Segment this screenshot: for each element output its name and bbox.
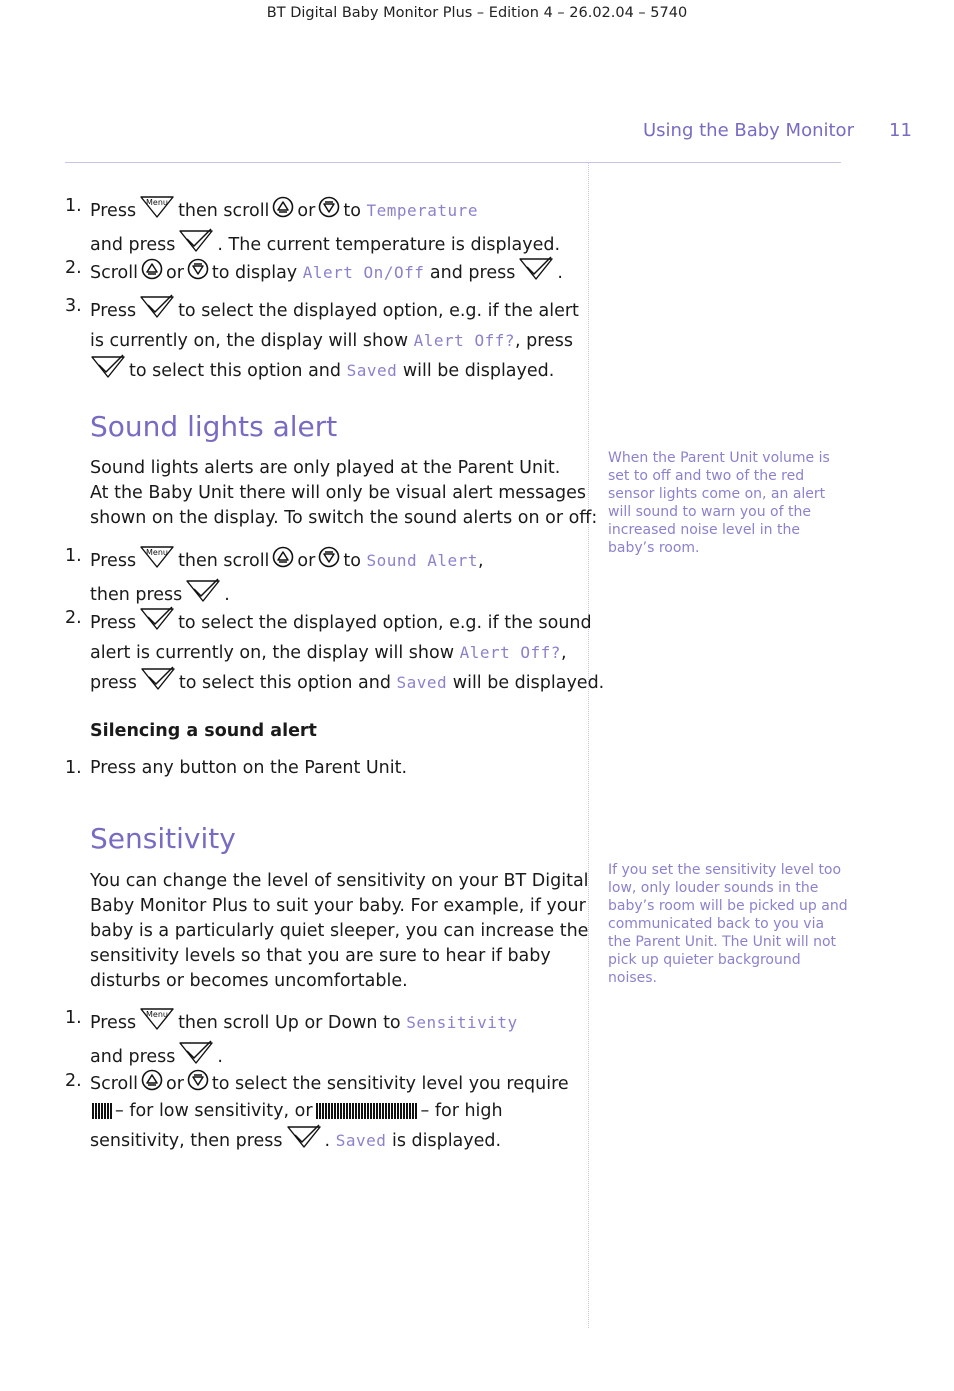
menu-button-icon — [139, 194, 175, 228]
sensitivity-step-1: Press Menu then scroll Up or Down to Sensitivity and press . — [90, 1006, 518, 1074]
scroll-down-icon — [187, 258, 209, 288]
ok-check-icon — [90, 354, 126, 388]
step-number: 1. — [65, 546, 82, 566]
lcd-text: Alert Off? — [459, 643, 561, 662]
ok-check-icon — [140, 666, 176, 700]
sound-intro: Sound lights alerts are only played at the Parent Unit. At the Baby Unit there will only be visual alert messages shown on the display. To switch the sound alerts on or off: — [90, 458, 598, 528]
svg-text:Menu: Menu — [146, 548, 169, 557]
menu-button-icon — [139, 544, 175, 578]
low-sensitivity-bars-icon — [92, 1103, 112, 1119]
svg-text:Menu: Menu — [146, 198, 169, 207]
step-number: 2. — [65, 1071, 82, 1091]
heading-sound-lights-alert: Sound lights alert — [90, 410, 338, 443]
subheading-silencing: Silencing a sound alert — [90, 721, 317, 741]
step-number: 2. — [65, 608, 82, 628]
side-note-sound: When the Parent Unit volume is set to off and two of the red sensor lights come on, an alert will sound to warn you of the increased noise level in the baby’s room. — [608, 450, 830, 556]
page-number: 11 — [889, 120, 912, 141]
svg-text:Menu: Menu — [146, 1010, 169, 1019]
scroll-up-icon — [141, 1069, 163, 1099]
scroll-down-icon — [318, 196, 340, 226]
high-sensitivity-bars-icon — [316, 1103, 418, 1119]
sound-step-1: Press Menu then scroll or to Sound Alert, then press . — [90, 544, 484, 612]
silence-step-1: Press any button on the Parent Unit. — [90, 758, 408, 778]
temperature-step-3: Press to select the displayed option, e.g. if the alert is currently on, the display will show Alert Off?, press to select this option and Saved will be displayed. — [90, 294, 579, 388]
sensitivity-step-2: Scroll or to select the sensitivity level you require – for low sensitivity, or – for high sensitivity, then press . Saved is displayed. — [90, 1069, 569, 1158]
ok-check-icon — [139, 606, 175, 640]
sensitivity-intro: You can change the level of sensitivity on your BT Digital Baby Monitor Plus to suit your baby. For example, if your baby is a particularly quiet sleeper, you can increase the sensitivity levels so that you are sure to hear if baby disturbs or becomes uncomfortable. — [90, 871, 589, 991]
menu-button-icon — [139, 1006, 175, 1040]
section-title: Using the Baby Monitor — [643, 120, 854, 141]
document-header: BT Digital Baby Monitor Plus – Edition 4 – 26.02.04 – 5740 — [266, 5, 688, 21]
scroll-up-icon — [272, 196, 294, 226]
ok-check-icon — [286, 1124, 322, 1158]
lcd-text: Sensitivity — [406, 1013, 518, 1032]
ok-check-icon — [139, 294, 175, 328]
step-number: 3. — [65, 296, 82, 316]
header-rule — [65, 162, 841, 163]
scroll-up-icon — [272, 546, 294, 576]
lcd-text: Saved — [335, 1131, 387, 1150]
step-number: 1. — [65, 196, 82, 216]
lcd-text: Saved — [346, 361, 398, 380]
side-note-sensitivity: If you set the sensitivity level too low, only louder sounds in the baby’s room will be picked up and communicated back to you via the Parent Unit. The Unit will not pick up quieter background noises. — [608, 862, 848, 986]
lcd-text: Sound Alert — [366, 551, 478, 570]
scroll-down-icon — [187, 1069, 209, 1099]
step-number: 2. — [65, 258, 82, 278]
temperature-step-2: Scroll or to display Alert On/Off and press . — [90, 256, 563, 290]
lcd-text: Alert On/Off — [302, 263, 425, 282]
lcd-text: Temperature — [366, 201, 478, 220]
step-number: 1. — [65, 758, 82, 778]
lcd-text: Alert Off? — [413, 331, 515, 350]
temperature-step-1: Press Menu then scroll or to Temperature and press . The current temperature is displayed. — [90, 194, 560, 262]
ok-check-icon — [518, 256, 554, 290]
heading-sensitivity: Sensitivity — [90, 822, 236, 855]
scroll-up-icon — [141, 258, 163, 288]
scroll-down-icon — [318, 546, 340, 576]
sound-step-2: Press to select the displayed option, e.g. if the sound alert is currently on, the display will show Alert Off?, press to select this option and Saved will be displayed. — [90, 606, 604, 700]
step-number: 1. — [65, 1008, 82, 1028]
lcd-text: Saved — [396, 673, 448, 692]
column-divider — [588, 163, 589, 1328]
